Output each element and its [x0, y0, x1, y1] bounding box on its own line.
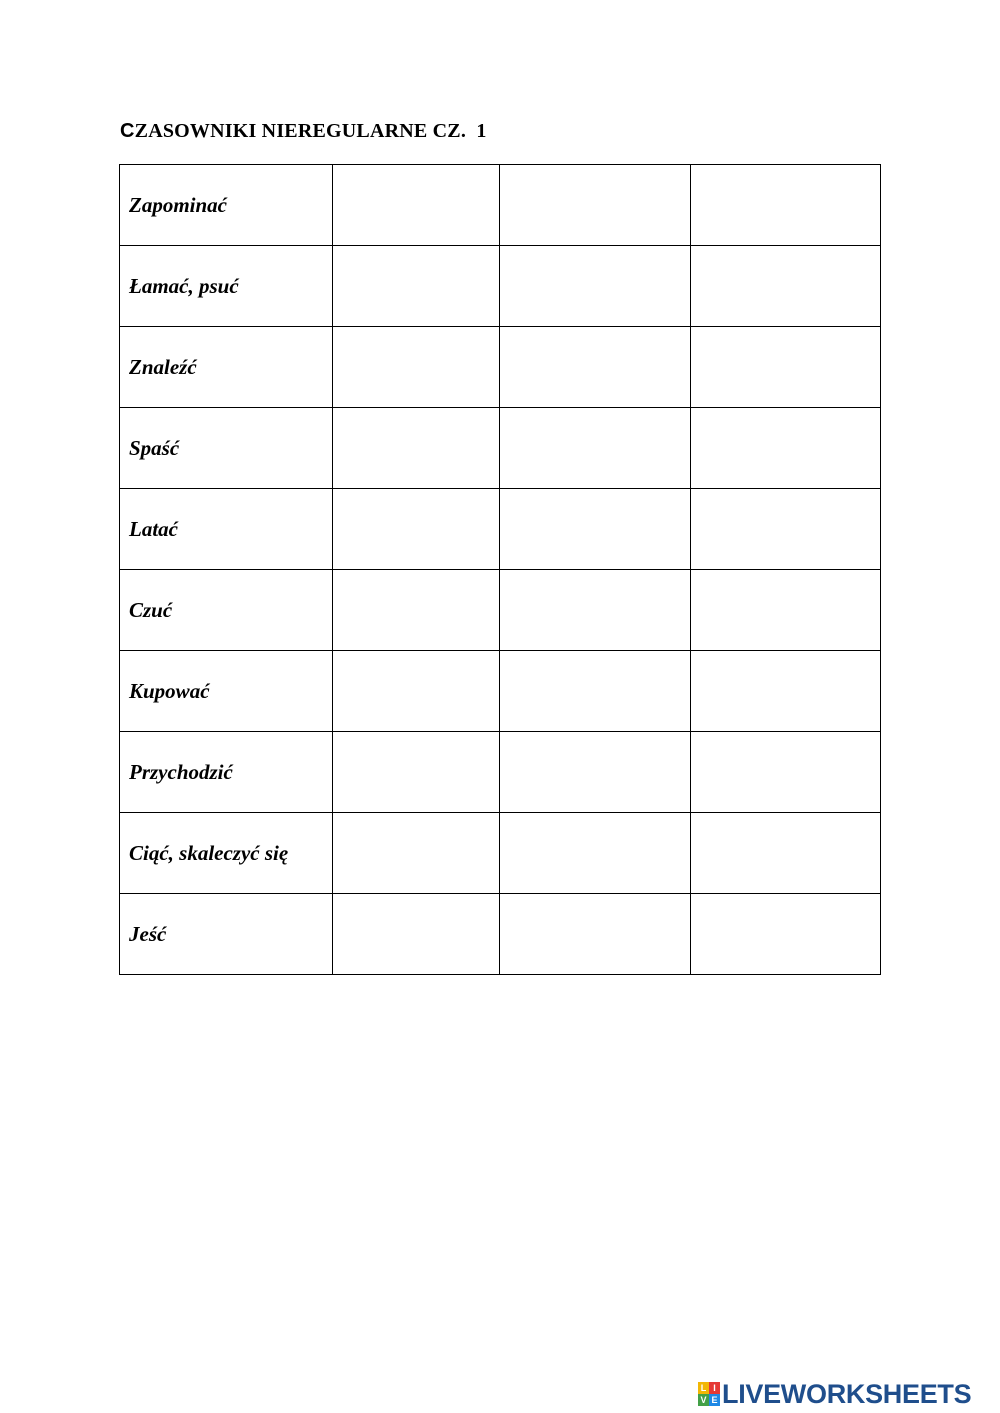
answer-cell[interactable]	[333, 246, 500, 327]
verbs-table	[119, 164, 881, 975]
verb-cell: Przychodzić	[120, 732, 333, 813]
verb-cell: Kupować	[120, 651, 333, 732]
logo-mark-letter: V	[698, 1394, 709, 1406]
logo-text: LIVEWORKSHEETS	[722, 1378, 972, 1409]
answer-cell[interactable]	[691, 732, 881, 813]
table-row	[120, 894, 881, 975]
verb-cell: Ciąć, skaleczyć się	[120, 813, 333, 894]
answer-cell[interactable]	[500, 165, 691, 246]
answer-cell[interactable]	[333, 165, 500, 246]
table-row	[120, 327, 881, 408]
answer-cell[interactable]	[691, 327, 881, 408]
answer-cell[interactable]	[500, 813, 691, 894]
answer-cell[interactable]	[500, 489, 691, 570]
verb-cell: Czuć	[120, 570, 333, 651]
page-title	[120, 120, 487, 143]
table-row	[120, 732, 881, 813]
table-row	[120, 813, 881, 894]
logo-mark-letter: E	[709, 1394, 720, 1406]
verb-cell: Znaleźć	[120, 327, 333, 408]
answer-cell[interactable]	[691, 246, 881, 327]
answer-cell[interactable]	[333, 813, 500, 894]
verb-cell: Zapominać	[120, 165, 333, 246]
answer-cell[interactable]	[691, 570, 881, 651]
liveworksheets-logo-icon	[698, 1382, 720, 1406]
table-row	[120, 651, 881, 732]
answer-cell[interactable]	[333, 651, 500, 732]
answer-cell[interactable]	[691, 651, 881, 732]
answer-cell[interactable]	[691, 813, 881, 894]
answer-cell[interactable]	[500, 732, 691, 813]
table-row	[120, 489, 881, 570]
answer-cell[interactable]	[333, 489, 500, 570]
answer-cell[interactable]	[500, 246, 691, 327]
answer-cell[interactable]	[500, 894, 691, 975]
answer-cell[interactable]	[333, 327, 500, 408]
answer-cell[interactable]	[500, 651, 691, 732]
answer-cell[interactable]	[333, 408, 500, 489]
answer-cell[interactable]	[691, 894, 881, 975]
answer-cell[interactable]	[333, 732, 500, 813]
logo-mark-letter: L	[698, 1382, 709, 1394]
answer-cell[interactable]	[333, 570, 500, 651]
answer-cell[interactable]	[500, 570, 691, 651]
verb-cell: Jeść	[120, 894, 333, 975]
answer-cell[interactable]	[691, 489, 881, 570]
answer-cell[interactable]	[500, 408, 691, 489]
answer-cell[interactable]	[691, 408, 881, 489]
logo-mark-letter: I	[709, 1382, 720, 1394]
answer-cell[interactable]	[333, 894, 500, 975]
page-title-initial: C	[120, 120, 135, 142]
table-row	[120, 408, 881, 489]
table-row	[120, 246, 881, 327]
verb-cell: Łamać, psuć	[120, 246, 333, 327]
answer-cell[interactable]	[691, 165, 881, 246]
verb-cell: Spaść	[120, 408, 333, 489]
table-row	[120, 165, 881, 246]
verb-cell: Latać	[120, 489, 333, 570]
page-title-text: ZASOWNIKI NIEREGULARNE CZ. 1	[134, 120, 487, 142]
table-row	[120, 570, 881, 651]
answer-cell[interactable]	[500, 327, 691, 408]
liveworksheets-logo	[698, 1380, 971, 1408]
